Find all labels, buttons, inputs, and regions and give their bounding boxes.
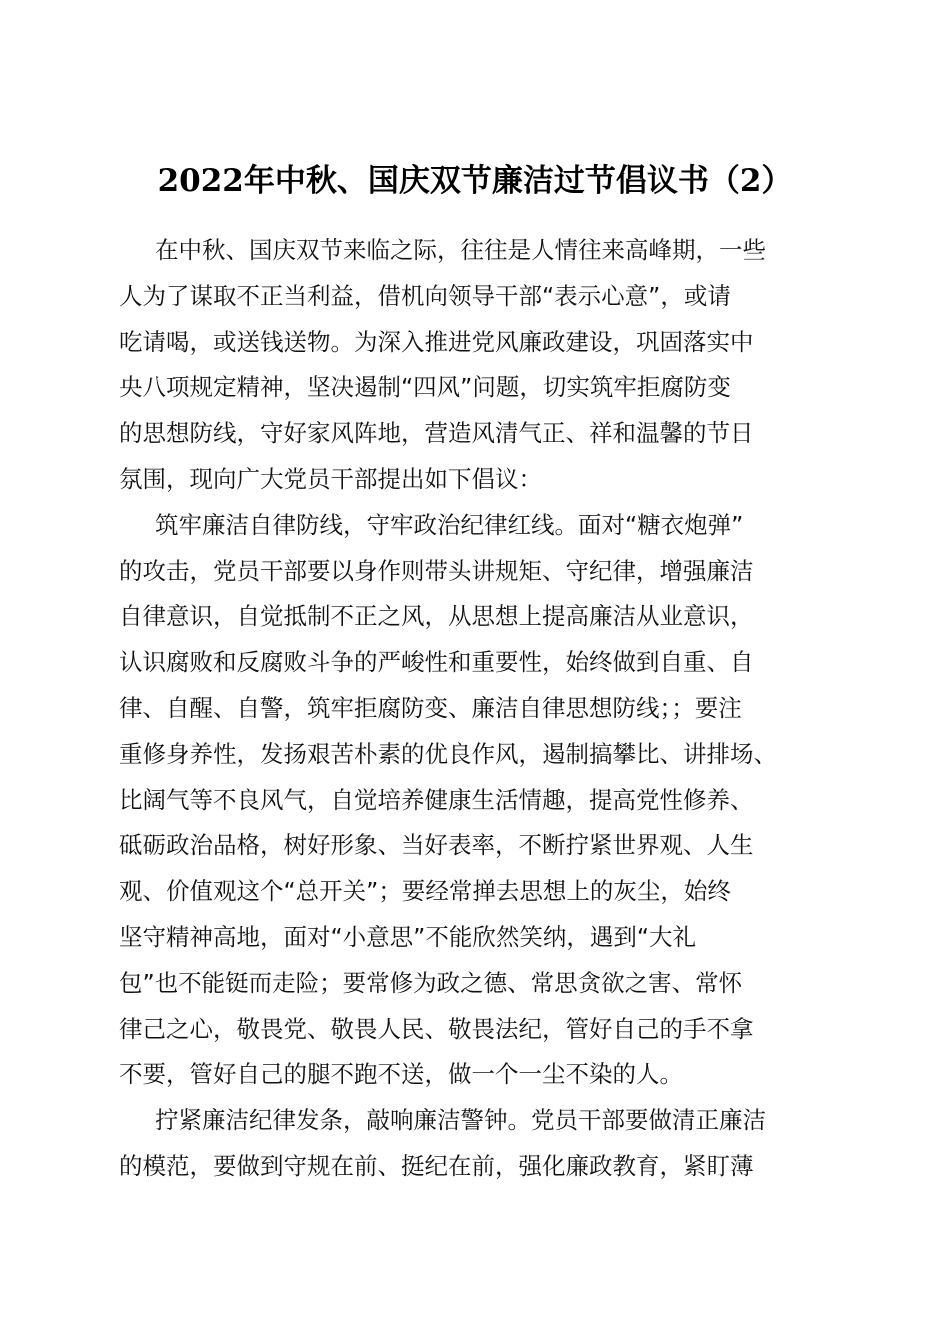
text-line: 拧紧廉洁纪律发条，敲响廉洁警钟。党员干部要做清正廉洁 — [155, 1106, 766, 1135]
text-line: 认识腐败和反腐败斗争的严峻性和重要性，始终做到自重、自 — [119, 648, 754, 677]
text-line: 不要，管好自己的腿不跑不送，做一个一尘不染的人。 — [119, 1060, 683, 1089]
document-body — [119, 228, 839, 1190]
text-line: 吃请喝，或送钱送物。为深入推进党风廉政建设，巩固落实中 — [119, 327, 754, 356]
paragraph-discipline-alarm — [119, 1098, 839, 1190]
text-line: 的攻击，党员干部要以身作则带头讲规矩、守纪律，增强廉洁 — [119, 556, 754, 585]
text-line: 氛围，现向广大党员干部提出如下倡议： — [119, 464, 542, 493]
document-title: 2022年中秋、国庆双节廉洁过节倡议书（2） — [157, 162, 793, 199]
text-line: 重修身养性，发扬艰苦朴素的优良作风，遏制搞攀比、讲排场、 — [119, 739, 777, 768]
text-line: 比阔气等不良风气，自觉培养健康生活情趣，提高党性修养、 — [119, 785, 754, 814]
text-line: 的思想防线，守好家风阵地，营造风清气正、祥和温馨的节日 — [119, 419, 754, 448]
text-line: 在中秋、国庆双节来临之际，往往是人情往来高峰期，一些 — [155, 236, 766, 264]
text-line: 坚守精神高地，面对“小意思”不能欣然笑纳，遇到“大礼 — [119, 922, 697, 951]
text-line: 砥砺政治品格，树好形象、当好表率，不断拧紧世界观、人生 — [119, 831, 754, 860]
text-line: 的模范，要做到守规在前、挺纪在前，强化廉政教育，紧盯薄 — [119, 1151, 754, 1180]
text-line: 央八项规定精神，坚决遏制“四风”问题，切实筑牢拒腐防变 — [119, 373, 731, 402]
text-line: 律、自醒、自警，筑牢拒腐防变、廉洁自律思想防线；；要注 — [119, 693, 742, 722]
text-line: 包”也不能铤而走险；要常修为政之德、常思贪欲之害、常怀 — [119, 968, 743, 997]
paragraph-intro — [119, 228, 839, 503]
text-line: 筑牢廉洁自律防线，守牢政治纪律红线。面对“糖衣炮弹” — [155, 510, 744, 539]
text-line: 自律意识，自觉抵制不正之风，从思想上提高廉洁从业意识， — [119, 602, 754, 631]
text-line: 人为了谋取不正当利益，借机向领导干部“表示心意”，或请 — [119, 281, 731, 310]
text-line: 律己之心，敬畏党、敬畏人民、敬畏法纪，管好自己的手不拿 — [119, 1014, 754, 1043]
text-line: 观、价值观这个“总开关”；要经常掸去思想上的灰尘，始终 — [119, 877, 731, 906]
paragraph-self-discipline — [119, 503, 839, 1098]
